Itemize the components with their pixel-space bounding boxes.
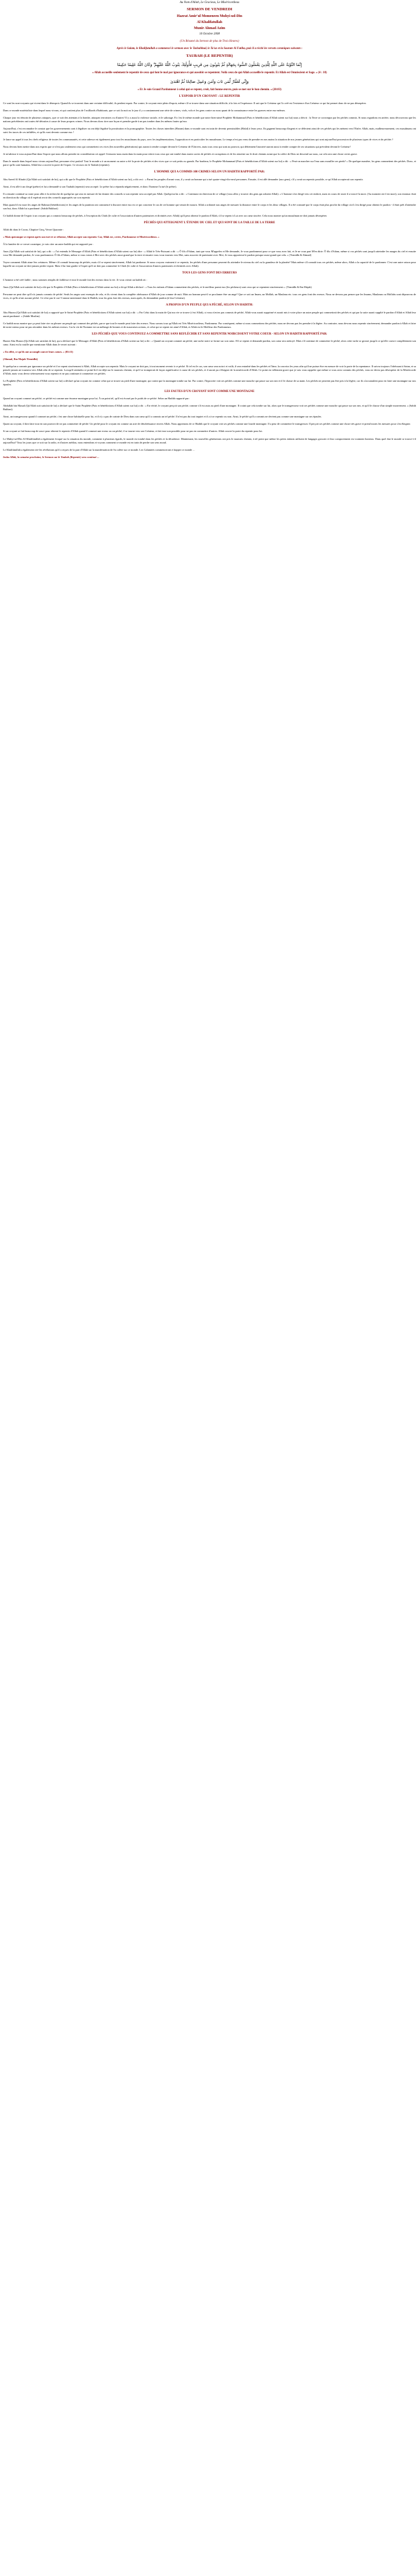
paragraph: L'homme a été créé faible ; nous sommes remplis de faiblesse et tout le monde fait des erreurs dans la vie. Je vous citerai un hadith où :	[3, 278, 147, 282]
paragraph: Ainsi, il est allé à un clergé (prêtre) et lui a demandé si son Taubah (repentir) sera accepté. Le prêtre lui a répondu négativement, et donc l'homme l'a tué (le prêtre).	[3, 185, 177, 188]
sermon-sections	[3, 95, 416, 452]
paragraph: Voyez comment Allah aime Ses créatures. Même s'il connaît beaucoup de péchés, mais s'il se repent sincèrement, Allah lui pardonne. Si nous croyons vraiment à ce repentir, les péchés d'une personne peuvent-ils atteindre le niveau du ciel ou la grandeur de la planète? Mais même s'il connaît tous ces péchés, même alors, Allah a la capacité de le pardonner. C'est une autre raison pour laquelle un croyant ne doit jamais perdre espoir. Mais il lui faut garder à l'esprit qu'il ne doit pas commettre le Chirk (le culte et l'association d'autres partenaires et divinités avec Allah).	[3, 261, 416, 268]
section-body	[3, 311, 416, 329]
paragraph: Mais quand il est mort les anges de Rahmat (bénédictions) et les anges de la punition ont commencé à discuter entre eux en ce qui concerne le cas de cet homme qui venait de mourir. Allah a ordonné aux anges de mesurer la distance entre le corps et les deux villages. Il a été constaté que le corps était plus proche du village où il s'est dirigé pour obtenir le pardon - il était prêt d'atteindre son but, donc Allah lui a pardonné. (Sahih Bukhari)	[3, 203, 416, 210]
section-heading: LES PÉCHÉS QUE VOUS CONTINUEZ A COMMETTRE SANS REFLÉCHIR ET SANS REPENTIR NOIRCISSENT VOTRE COEUR - SELON UN HADITH RAPPORTÉ PAR:	[91, 332, 328, 336]
paragraph: Ce hadith donne de l'espoir à un croyant qui a commis beaucoup de péchés, à l'exception du Chirk (le culte et l'association d'autres partenaires et divinités avec Allah) qu'il peut obtenir le pardon d'Allah, s'il se repent à Lui avec un cœur sincère. Cela nous montre qu'un musulman ne doit jamais désespérer.	[3, 214, 328, 217]
section-heading: TOUS LES GENS FONT DES ERREURS	[182, 272, 237, 275]
author-name-line-1: Hazrat Amir'ul Momeneen Muhyi-ud-Din	[177, 15, 242, 19]
author-name-line-2: Al Khalifatullah	[197, 21, 222, 25]
verse-translation-2: « Et Je suis Grand Pardonneur à celui qui se repent, croit, fait bonne œuvre, puis se met sur le bon chemin. » (20:83)	[137, 88, 282, 92]
section-heading: L'ESPOIR D'UN CROYANT : LE REPENTIR	[179, 94, 240, 98]
closing-note: Insha Allah, la semaine prochaine, le Sermon sur le Taubah (Repentir) sera continué ...	[3, 455, 99, 459]
sermon-summary-note: (Un Résumé du Sermon de plus de Trois Heures)	[180, 40, 239, 44]
bismillah-caption: Au Nom d'Allah, Le Gracieux, Le Miséricordieux	[179, 1, 240, 4]
paragraph: (Ahmad, Ibn Majah Tirmidhi)	[3, 357, 38, 361]
paragraph: Aujourd'hui, c'est reconnaître le constat que les gouvernements sont à légaliser ou ont déjà légalisé la prostitution et la pornographie. Toutes les choses interdites (Haram) dans ce monde sont en train de devenir permissibles (Halal) à leurs yeux. Ils gagnent beaucoup d'argent et se délectent ainsi de ces péchés qui les mènent vers l'Enfer. Allah, mais, malheureusement, ces musulmans ont suivi les traces de ces infidèles, et qu'ils vont devenir comme eux !	[3, 127, 416, 134]
paragraph: Le Muhyi-ud-Din Al-Khalifatullah a également évoqué sur la situation du monde, comment à plusieurs égards, le monde est tombé dans les péchés et la décadence. Maintenant, les nouvelles générations ont pris le mauvais chemin, à tel point que même les petits enfants utilisent de langages grossier et leur comportement est vraiment honteux. Dans quel état le monde se trouve-t-il aujourd'hui? Tous les jours que ce soit sur la radio, et d'autres médias, nous entendons et voyons comment ce monde est en train de perdre son sens moral.	[3, 437, 416, 444]
section-heading: L'HOMME QUI A COMMIS 100 CRIMES SELON UN HADITH RAPPORTÉ PAR:	[154, 171, 265, 174]
paragraph: Allah dit dans le Coran, Chapitre Cinq, Verset Quarante :	[3, 227, 64, 231]
sermon-section	[3, 95, 416, 168]
sermon-page	[0, 0, 419, 459]
sermon-section	[3, 304, 416, 329]
paragraph: « En effet, ce qu'ils ont accompli couvre leurs cœurs. » (83:15)	[3, 350, 73, 353]
arabic-verse-1: إِنَّمَا التَّوْبَةُ عَلَى اللَّهِ لِلَّذِينَ يَعْمَلُونَ السُّوءَ بِجَهَالَةٍ ثُمَّ يَتُوبُونَ مِن قَرِيبٍ فَأُولَٰئِكَ يَتُوبُ اللَّهُ عَلَيْهِمْ ۗ وَكَانَ اللَّهُ عَلِيمًا حَكِيمًا	[117, 62, 302, 67]
topic-title: TAUBAH (LE REPENTIR)	[186, 53, 233, 58]
paragraph: Quand un croyant commet un péché, ce péché est comme une énorme montagne pour lui. À un point tel, qu'il est écrasé par le poids de ce péché. Selon un Hadith rapporté par:	[3, 397, 190, 400]
section-body	[3, 102, 416, 168]
paragraph: Si quelqu'un a commis par ignorance un péché et il se repent sincèrement à Allah, Allah accepte son repentir. Mais le croyant ne doit pas, à tout moment revenir à ce péché. Et tel est le cas, son cœur sera noirci et voilà, il sera entraîné dans les péchés et l'âme, la couvrira les yeux afin qu'il ne puisse être en mesure de voir la porte de la repentance. Il suivra toujours l'obéissant à Satan, et sa pensée jamais ne tournera vers Allah afin de se repentir. Lorsqu'il atteindra ce point-là il est déjà sur le mauvais chemin, et qu'il se tromperait de façon significative à cause de ses péchés, et il aurait pu s'éloigner de la miséricorde d'Allah. Ce point est tellement grave que je vais vous rappeler que même si vous avez commis des péchés, vous ne devez pas désespérer de la Miséricorde d'Allah, mais vous devez sérieusement vous repentir et ne pas continuer à commettre ces péchés.	[3, 364, 416, 376]
paragraph: Ce hadith nous montre que ça peut faire rire ou pleurer un peuple qui commet des péchés, parce que tout le monde peut faire des erreurs. Nous savons tous qu'Allah est Très Miséricordieux, Pardonneur. Par conséquent, même si nous commettons des péchés, nous ne devons pas les prendre à la légère. Au contraire, nous devons nous repentir sincèrement, demander pardon à Allah et faire de notre mieux pour ne pas retomber dans les mêmes erreurs. Car la vie de l'homme est un mélange de bonnes et de mauvaises actions, et celui qui se repent est aimé d'Allah, et Allah est le Meilleur des Pardonneurs.	[3, 321, 416, 329]
paragraph: Nous devons bien mettre dans nos esprits que ce n'est pas seulement ceux qui commettent ces vices (les nouvelles générations) qui auront à rendre compte devant le Créateur de l'Univers, mais tous ceux qui sont au pouvoir, qui détiennent l'autorité auront aussi à rendre compte de ces situations qui prévalent devant le Créateur!	[3, 145, 351, 149]
paragraph: Il a ensuite continué sa route pour aller à la recherche de quelqu'un qui sera en mesure de lui donner des conseils si son repentir sera accepté par Allah. Quelqu'un lui a dit : « Continuez en direction de ce village (vous allez y trouver des gens qui adorent Allah). » L'homme s'est dirigé vers cet endroit, mais en cours de route il a trouvé la mort. (Au moment où il est mort), son estomac était en direction du village où il espérait avoir des conseils appropriés sur son repentir.	[3, 192, 416, 199]
section-heading: LES FAUTES D'UN CROYANT SONT COMME UNE MONTAGNE	[164, 390, 255, 394]
author-name-line-3: Munir Ahmad Azim	[194, 27, 225, 31]
sermon-section	[3, 390, 416, 451]
section-body	[3, 339, 416, 387]
intro-paragraph: Après le Salam, le Khalifatullah a commencé le sermon avec le Tashahhud, le Ta'uz et la Sourate Al Fatiha, puis il a récité les versets coraniques suivants :	[116, 47, 303, 51]
paragraph: Abdullah bin Masud (Qu'Allah soit satisfait de lui) a déclaré que le Saint Prophète (Paix et bénédictions d'Allah soient sur lui) a dit : « En vérité, le croyant perçoit son péché, comme s'il est assis au pied d'une montagne. Il craint que cela tombe sur lui, alors que le transgresseur voit ses péchés comme une mouche qui passe sur son nez, et qu'il le chasse d'un simple mouvement. » (Sahih Bukhari)	[3, 404, 416, 411]
paragraph: Ce sont les non-croyants qui vivent dans le désespoir. Quand ils se trouvent dans une certaine difficulté, ils perdent espoir. Par contre, le croyant reste plein d'espoir, même s'il se trouve dans une situation difficile, à la fois et l'espérance. Il sait que le Créateur qui l'a créé est l'existence d'un Créateur ce qui lui permet donc de ne pas désespérer.	[3, 101, 367, 105]
paragraph: « Mais quiconque se repent après son tort et se réforme, Allah accepte son repentir. Car, Allah est, certes, Pardonneur et Miséricordieux. »	[3, 235, 160, 238]
sermon-section	[3, 221, 416, 268]
paragraph: Chaque jour est témoin de plusieurs attaques, que ce soit des attentats à la bombe, attaques terroristes ou d'autres! Il y a aussi la violence raciale, et le sabotage. Et c'est le même monde que notre bien-aimé Prophète Mohammad (Paix et bénédictions d'Allah soient sur lui) nous a décrit : la Terre se corrompra par les péchés commis. Si nous regardons en arrière, nous découvrons que les nations précédentes ont toutes été détruites à cause de leurs propres crimes. Nous devons donc tirer une leçon et prendre garde à ne pas tomber dans les mêmes fautes qu'eux.	[3, 116, 416, 123]
paragraph: Je m'adresse à vous aujourd'hui dans l'espoir que nous allons prendre en considération cet appel. Unissons-nous main dans la main pour retirer tous ceux qui ont tombé dans toutes sortes de péchés et corruptions et de les remettre sur le droit chemin avant que la colère de Dieu ne descend sur nous, car cela sera une chose certes grave.	[3, 152, 358, 156]
section-body	[3, 228, 416, 268]
sermon-section	[3, 333, 416, 387]
sermon-section	[3, 272, 416, 300]
paragraph: Personne ne peut dire qu'il n'a jamais commis de péché. Seuls les anges sont exempts de cela, et ils vivent dans la complète obéissance d'Allah de jour comme de nuit. Mais un homme peut-il se proclamer être un ange? Que ce soit un Imam, un Mollah, un Maulana etc. tous ces gens font des erreurs. Nous ne devons pas penser que les Imams, Maulanas ou Mollahs sont dépourvus de vices, et qu'ils n'ont aucune péché. Ce n'est pas le cas! Comme mentionné dans le Hadith, tous les gens font des erreurs, mais après, ils demandent pardon (à leur Créateur).	[3, 293, 416, 300]
paragraph: Je lance un appel à tous les chefs religieux de toutes les communautés, et cette adresse est également pour tout les musulmans du pays, avec les implémentations, l'opposition et en particulier les musulmans. Le temps n'est pas venu de prendre en nos mains la situation de nos jeunes générations qui sont aujourd'hui possession de plusieurs types de vices et de péchés ?	[3, 138, 394, 142]
paragraph: Si un croyant se fait beaucoup de souci pour obtenir le repentir d'Allah quand il commet une erreur ou un péché, il se tourne vers son Créateur, et fait tout son possible pour ne pas en commettre d'autres. Allah couvre la porte du repentir pour lui.	[3, 430, 263, 433]
paragraph: Ainsi, un transgresseur quand il commet un péché, c'est une chose habituelle pour lui, et il n'y a pas de crainte de Dieu dans son cœur qu'il a commis un tel péché. Il n'est pas du tout inquiet et il a à se repentir ou non. Ainsi, le péché qu'il a commis ne devient pas comme une montagne sur ses épaules.	[3, 415, 322, 419]
sermon-section	[3, 171, 416, 217]
verse-translation-1: « Allah accueille seulement le repentir de ceux qui font le mal par ignorance et qui aussitôt se repentent. Voilà ceux de qui Allah accueille le repentir. Et Allah est Omniscient et Sage. » (4 : 18)	[92, 71, 327, 74]
paragraph: À la lumière de ce verset coranique, je vais citer un autre hadith qui est rapporté par :	[3, 243, 94, 246]
page-title: SERMON DE VENDREDI	[186, 7, 233, 12]
paragraph: Anas (Qu'Allah soit satisfait de lui) a dit que le Prophète d'Allah (Paix et bénédictions d'Allah soient sur lui) a dit qu'Allah a déclaré : « Tous les enfants d'Adam commettent des péchés, et le meilleur parmi eux (les pécheurs) sont ceux qui se repentent sincèrement ». (Tirmidhi & Ibn Majah)	[3, 286, 312, 289]
paragraph: Hazrat Abu Hurara (Qu'Allah soit satisfait de lui), qui a déclaré que le Messager d'Allah (Paix et bénédictions d'Allah soient sur lui) a dit : « Quand un croyant commet un péché, une tache noire se forme sur son cœur. S'il se repent et demande pardon, son cœur sera nettoyé. Mais s'il continue de commettre le péché, alors cette tache se grossit jusqu'à ce qu'elle couvre complètement son cœur. Ainsi est la rouille que mentionne Allah dans le verset suivant :	[3, 339, 416, 346]
paragraph: Dans le monde dans lequel nous vivons aujourd'hui, personne n'est parfait! Tout le monde a à un moment ou autre a été la proie de péchés et des vices que ce soit petits ou grands. Par bonheur, le Prophète Mohammad (Paix et bénédictions d'Allah soient sur lui) a dit : « Peut-on marcher sur l'eau sans mouiller ses pieds? » De quelque manière, les gens commettent des péchés. Donc, et parce qu'ils sont humains, Allah leur a ouvert la porte de l'espoir. Ce recours est le Taubah (repentir).	[3, 160, 416, 167]
paragraph: Abu Saeed Al Khudri (Qu'Allah soit satisfait de lui), qui a dit que le Prophète (Paix et bénédictions d'Allah soient sur lui), a dit ceci : « Parmi les peuples d'avant vous, il y avait un homme qui a tué quatre-vingt-dix-neuf personnes. Ensuite, il est allé demander (aux gens), s'il y avait un repentir possible, ce qu'Allah accepterait son repentir.	[3, 177, 363, 181]
paragraph: Quant au croyant, il doit faire tout en son pouvoir de ne pas commettre de péché. Un péché pour le croyant est comme un acte de désobéissance envers Allah. Nous apprenons de ce Hadith que le croyant voit ses péchés comme une lourde montagne. Il a peur de commettre le transgresser. Il perçoit ses péchés comme une chose très grave et prend toutes les mesures pour s'en éloigner.	[3, 422, 411, 426]
section-body	[3, 178, 416, 218]
arabic-verse-2: وَإِنِّي لَغَفَّارٌ لِّمَن تَابَ وَآمَنَ وَعَمِلَ صَالِحًا ثُمَّ اهْتَدَىٰ	[170, 79, 249, 85]
paragraph: Dans ce monde matérialiste dans lequel nous vivons, et qui contient plus de 5 milliards d'habitants, que ce soit la nuit ou le jour il y a constamment une série de crimes, viols, vols et les gens contre ou nous quant de la connaissance entre les guerres entre eux-mêmes.	[3, 109, 286, 113]
paragraph: Abu Hurara (Qu'Allah soit satisfait de lui) a rapporté que le Saint-Prophète (Paix et bénédictions d'Allah soient sur lui) a dit : « Par Celui dans la main de Qui ma vie se trouve (c'est Allah), si vous n'aviez pas commis de péché, Allah vous aurait supprimé et aurait mis à votre place un autre peuple qui commettrait des péchés et qui par la suite aurait supplié le pardon d'Allah et Allah leur aurait pardonné. » (Sahih Muslim)	[3, 310, 416, 318]
section-heading: A PROPOS D'UN PEUPLE QUI A PÉCHÉ, SELON UN HADITH:	[166, 304, 253, 307]
section-heading: PÉCHÉS QUI ATTEIGNENT L'ÉTENDU DU CIEL ET QUI SONT DE LA TAILLE DE LA TERRE	[144, 221, 275, 224]
section-body	[3, 278, 416, 300]
section-body	[3, 397, 416, 451]
paragraph: Le Prophète (Paix et bénédictions d'Allah soient sur lui) a déclaré qu'un croyant est comme celui qui se trouve au pied d'une montagne, qui craint que la montagne tombe sur lui. Par contre, l'hypocrite voit ses péchés comme une mouche qui passe sur son nez et il le chasse de sa main. Les péchés ne peuvent pas être pris à la légère, car ils s'accumulent pour en faire une montagne sur nos épaules.	[3, 379, 416, 387]
paragraph: Anas (Qu'Allah soit satisfait de lui), qui a dit : « J'ai entendu le Messager d'Allah (Paix et bénédictions d'Allah soient sur lui) dire : « Allah le Très-Puissant a dit : « Ô fils d'Adam, tant que vous M'appelez et Me demande, Je vous pardonnerai pour ce que vous avez fait, et Je ne vous part M'en dirie. Ô fils d'Adam, même si vos péchés sont jusqu'à atteindre les nuages du ciel et ensuite vous Me demande pardon, Je vous pardonnerai. Ô fils d'Adam, même si vous venez à Moi avec des péchés aussi grand que la terre et ensuite vous vous tournez vers Moi, sans associer de partenaire avec Moi, Je vous apporterai le pardon presque aussi grand que cela. » (Tirmidhi & Ahmad)	[3, 250, 416, 257]
sermon-date: 10 Octobre 2008	[199, 33, 220, 36]
paragraph: Le Khalifatullah a également cité les révélations qu'il a reçues de la part d'Allah sur la manifestation de Sa colère sur ce monde. Les Calamités commenceront à frapper ce monde ...	[3, 448, 195, 451]
